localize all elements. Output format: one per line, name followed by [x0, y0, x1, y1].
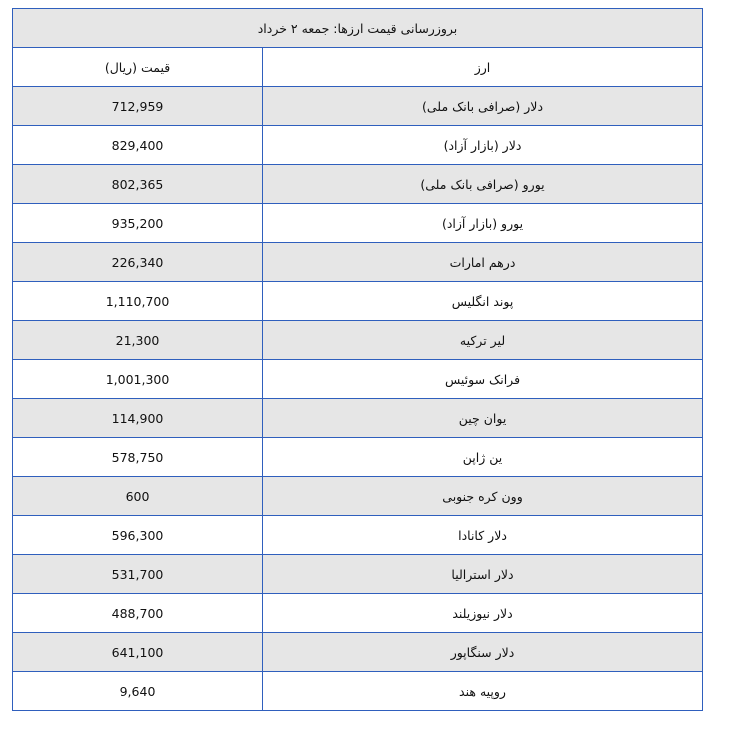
currency-price: 531,700: [13, 555, 263, 594]
currency-price: 9,640: [13, 672, 263, 711]
currency-price-table: [12, 8, 703, 711]
currency-name: روپیه هند: [263, 672, 703, 711]
table-row: [13, 633, 703, 672]
currency-name: لیر ترکیه: [263, 321, 703, 360]
table-row: [13, 321, 703, 360]
currency-price: 488,700: [13, 594, 263, 633]
table-row: [13, 555, 703, 594]
currency-name: دلار استرالیا: [263, 555, 703, 594]
table-row: [13, 438, 703, 477]
currency-name: یورو (صرافی بانک ملی): [263, 165, 703, 204]
table-row: [13, 87, 703, 126]
currency-name: پوند انگلیس: [263, 282, 703, 321]
currency-name: وون کره جنوبی: [263, 477, 703, 516]
table-header-row: [13, 48, 703, 87]
table-row: [13, 165, 703, 204]
table-row: [13, 126, 703, 165]
currency-name: دلار کانادا: [263, 516, 703, 555]
table-row: [13, 243, 703, 282]
currency-price: 226,340: [13, 243, 263, 282]
table-row: [13, 516, 703, 555]
table-row: [13, 282, 703, 321]
table-row: [13, 477, 703, 516]
currency-price: 114,900: [13, 399, 263, 438]
currency-price: 641,100: [13, 633, 263, 672]
currency-name: فرانک سوئیس: [263, 360, 703, 399]
currency-name: دلار نیوزیلند: [263, 594, 703, 633]
table-row: [13, 672, 703, 711]
currency-price: 829,400: [13, 126, 263, 165]
currency-name: درهم امارات: [263, 243, 703, 282]
table-row: [13, 399, 703, 438]
currency-name: دلار (صرافی بانک ملی): [263, 87, 703, 126]
table-title-row: [13, 9, 703, 48]
currency-price: 600: [13, 477, 263, 516]
currency-name: دلار (بازار آزاد): [263, 126, 703, 165]
currency-name: یورو (بازار آزاد): [263, 204, 703, 243]
currency-price: 21,300: [13, 321, 263, 360]
currency-price: 596,300: [13, 516, 263, 555]
table-row: [13, 204, 703, 243]
currency-price: 802,365: [13, 165, 263, 204]
table-title: بروزرسانی قیمت ارزها: جمعه ۲ خرداد: [13, 9, 703, 48]
currency-price: 578,750: [13, 438, 263, 477]
currency-price: 712,959: [13, 87, 263, 126]
column-header-price: قیمت (ریال): [13, 48, 263, 87]
currency-price: 1,001,300: [13, 360, 263, 399]
currency-name: دلار سنگاپور: [263, 633, 703, 672]
currency-name: ین ژاپن: [263, 438, 703, 477]
currency-price: 1,110,700: [13, 282, 263, 321]
currency-name: یوان چین: [263, 399, 703, 438]
currency-table-container: [12, 8, 702, 711]
currency-price: 935,200: [13, 204, 263, 243]
column-header-currency: ارز: [263, 48, 703, 87]
table-row: [13, 594, 703, 633]
table-row: [13, 360, 703, 399]
